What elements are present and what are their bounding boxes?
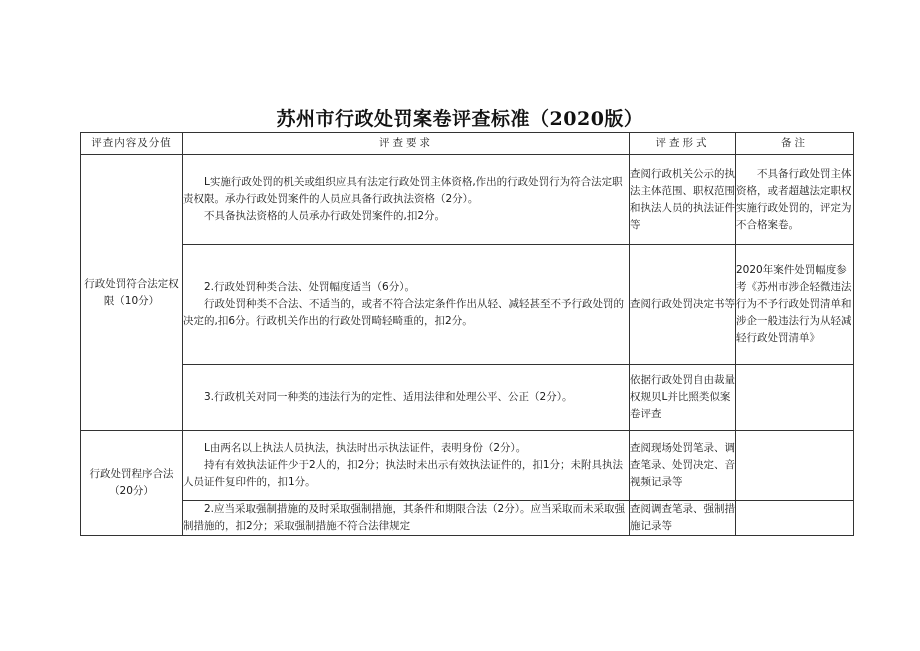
requirement-cell xyxy=(183,431,630,501)
requirement-text: L实施行政处罚的机关或组织应具有法定行政处罚主体资格,作出的行政处罚行为符合法定职责权限。承办行政处罚案件的人员应具备行政执法资格（2分）。 xyxy=(183,176,623,205)
evaluation-standard-table xyxy=(80,132,854,536)
table-row xyxy=(81,365,854,431)
table-header-row xyxy=(81,133,854,155)
requirement-cell xyxy=(183,245,630,365)
note-cell: 2020年案件处罚幅度参考《苏州市涉企轻微违法行为不予行政处罚清单和涉企一般违法行为从轻减轻行政处罚清单》 xyxy=(736,245,854,365)
form-cell: 依据行政处罚自由裁量权规贝L并比照类似案卷评查 xyxy=(630,365,736,431)
table-row xyxy=(81,501,854,536)
category-cell: 行政处罚程序合法（20分） xyxy=(81,431,183,536)
note-cell xyxy=(736,501,854,536)
form-cell: 查阅行政处罚决定书等 xyxy=(630,245,736,365)
note-cell xyxy=(736,365,854,431)
form-cell: 查阅现场处罚笔录、调查笔录、处罚决定、音视频记录等 xyxy=(630,431,736,501)
requirement-cell xyxy=(183,501,630,536)
table-row xyxy=(81,155,854,245)
requirement-cell xyxy=(183,155,630,245)
requirement-text: 2.应当采取强制措施的及时采取强制措施，其条件和期限合法（2分）。应当采取而未采取强制措施的，扣2分；采取强制措施不符合法律规定 xyxy=(183,503,625,532)
requirement-cell xyxy=(183,365,630,431)
requirement-text: 3.行政机关对同一种类的违法行为的定性、适用法律和处理公平、公正（2分）。 xyxy=(204,391,573,403)
header-note: 备注 xyxy=(736,133,854,155)
requirement-text: 2.行政处罚种类合法、处罚幅度适当（6分）。 xyxy=(204,281,415,293)
table-row xyxy=(81,431,854,501)
requirement-text: 不具备执法资格的人员承办行政处罚案件的,扣2分。 xyxy=(204,210,446,222)
requirement-text: 持有有效执法证件少于2人的，扣2分；执法时未出示有效执法证件的，扣1分；未附具执法人员证件复印件的，扣1分。 xyxy=(183,459,624,488)
category-cell: 行政处罚符合法定权限（10分） xyxy=(81,155,183,431)
document-title: 苏州市行政处罚案卷评查标准（2020版） xyxy=(276,108,644,130)
form-cell: 查阅调查笔录、强制措施记录等 xyxy=(630,501,736,536)
note-cell xyxy=(736,431,854,501)
header-requirement: 评查要求 xyxy=(183,133,630,155)
header-form: 评查形式 xyxy=(630,133,736,155)
note-cell: 不具备行政处罚主体资格，或者超越法定职权实施行政处罚的，评定为不合格案卷。 xyxy=(736,155,854,245)
requirement-text: 行政处罚种类不合法、不适当的，或者不符合法定条件作出从轻、减轻甚至不予行政处罚的决定的,扣6分。行政机关作出的行政处罚畸轻畸重的，扣2分。 xyxy=(183,298,624,327)
form-cell: 查阅行政机关公示的执法主体范围、职权范围和执法人员的执法证件等 xyxy=(630,155,736,245)
header-category: 评查内容及分值 xyxy=(81,133,183,155)
table-row xyxy=(81,245,854,365)
requirement-text: L由两名以上执法人员执法，执法时出示执法证件，表明身份（2分）。 xyxy=(204,442,527,454)
